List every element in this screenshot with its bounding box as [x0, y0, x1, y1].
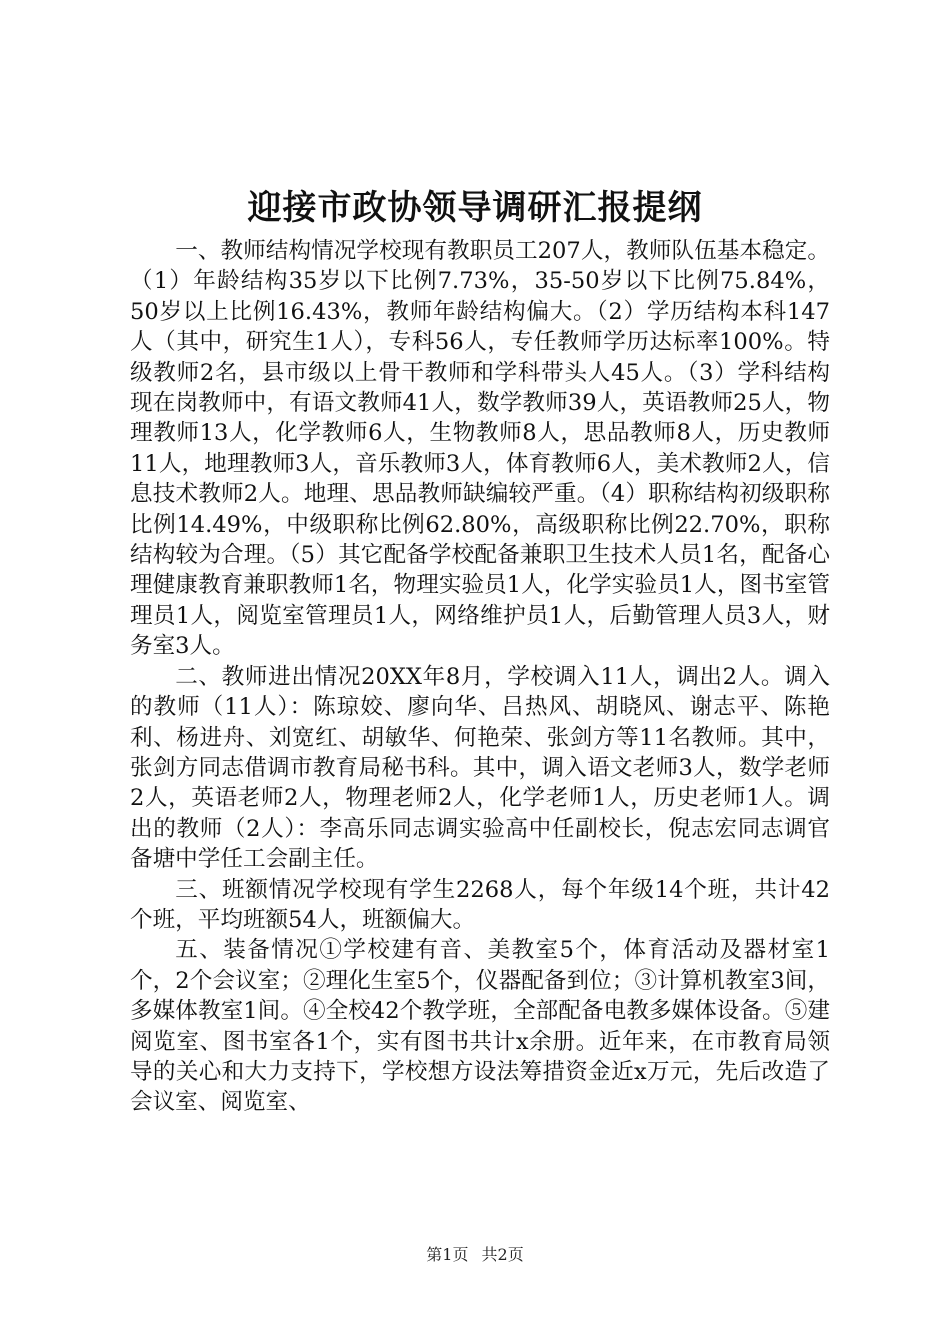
paragraph-equipment: 五、装备情况①学校建有音、美教室5个，体育活动及器材室1个，2个会议室；②理化生室5个，仪器配备到位；③计算机教室3间，多媒体教室1间。④全校42个教学班，全部配备电教多媒体设备。⑤建阅览室、图书室各1个，实有图书共计x余册。近年来，在市教育局领导的关心和大力支持下，学校想方设法筹措资金近x万元，先后改造了会议室、阅览室、	[130, 937, 830, 1116]
document-body	[130, 236, 830, 1118]
paragraph-class-size: 三、班额情况学校现有学生2268人，每个年级14个班，共计42个班，平均班额54人，班额偏大。	[130, 876, 830, 933]
paragraph-teacher-structure: 一、教师结构情况学校现有教职员工207人，教师队伍基本稳定。（1）年龄结构35岁以下比例7.73%，35-50岁以下比例75.84%，50岁以上比例16.43%，教师年龄结构偏大。（2）学历结构本科147人（其中，研究生1人），专科56人，专任教师学历达标率100%。特级教师2名，县市级以上骨干教师和学科带头人45人。（3）学科结构现在岗教师中，有语文教师41人，数学教师39人，英语教师25人，物理教师13人，化学教师6人，生物教师8人，思品教师8人，历史教师11人，地理教师3人，音乐教师3人，体育教师6人，美术教师2人，信息技术教师2人。地理、思品教师缺编较严重。（4）职称结构初级职称比例14.49%，中级职称比例62.80%，高级职称比例22.70%，职称结构较为合理。（5）其它配备学校配备兼职卫生技术人员1名，配备心理健康教育兼职教师1名，物理实验员1人，化学实验员1人，图书室管理员1人，阅览室管理员1人，网络维护员1人，后勤管理人员3人，财务室3人。	[130, 238, 830, 660]
page-number-total: 共2页	[481, 1245, 524, 1264]
document-title: 迎接市政协领导调研汇报提纲	[247, 188, 703, 228]
paragraph-teacher-transfer: 二、教师进出情况20XX年8月，学校调入11人，调出2人。调入的教师（11人）：陈琼姣、廖向华、吕热风、胡晓风、谢志平、陈艳利、杨进舟、刘宽红、胡敏华、何艳荣、张剑方等11名教师。其中，张剑方同志借调市教育局秘书科。其中，调入语文老师3人，数学老师2人，英语老师2人，物理老师2人，化学老师1人，历史老师1人。调出的教师（2人）：李高乐同志调实验高中任副校长，倪志宏同志调官备塘中学任工会副主任。	[130, 663, 830, 873]
page-footer	[0, 1244, 950, 1266]
page-number-current: 第1页	[426, 1245, 469, 1264]
